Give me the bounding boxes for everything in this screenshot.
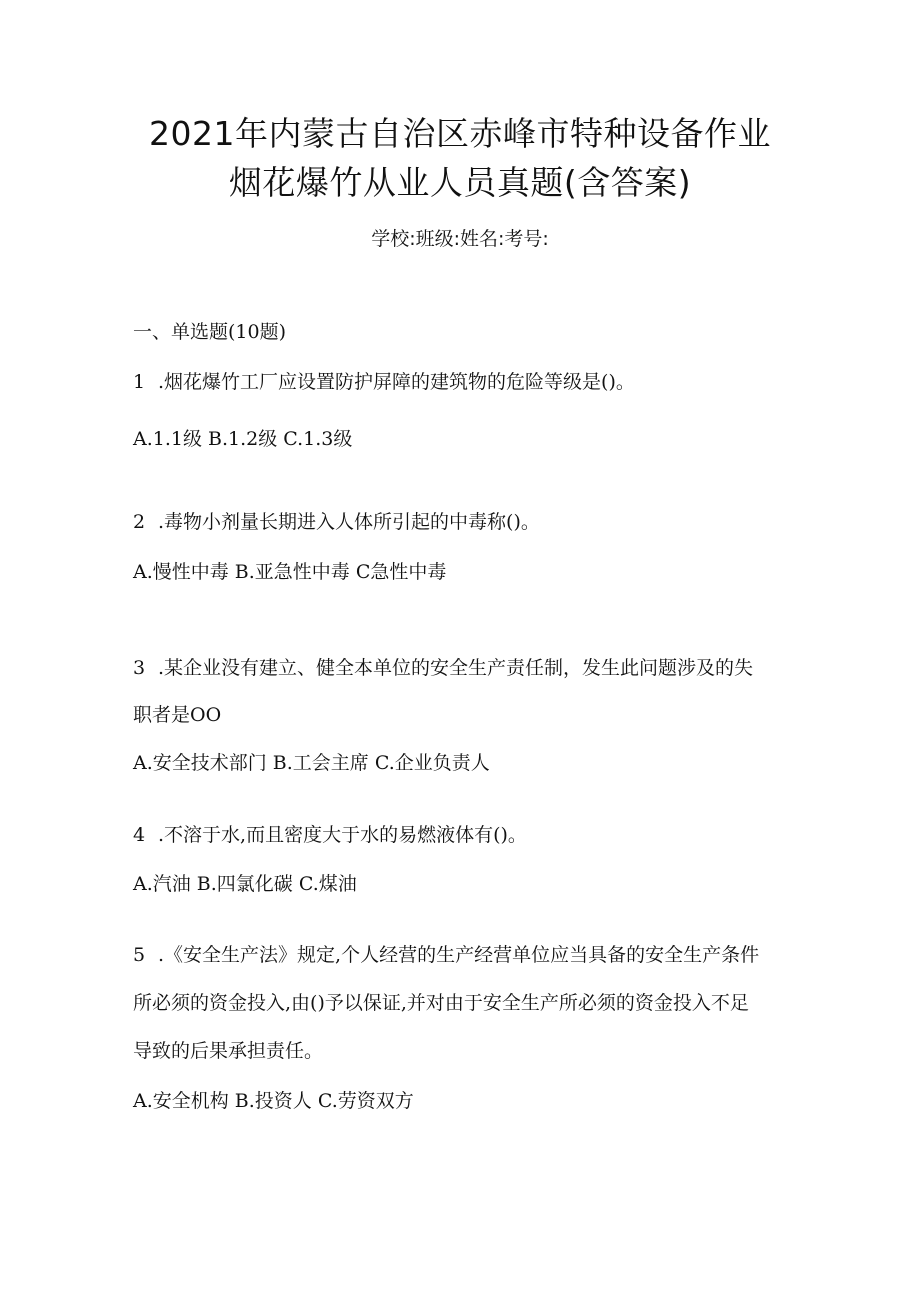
question-line: .某企业没有建立、健全本单位的安全生产责任制，发生此问题涉及的失 xyxy=(158,657,754,679)
question-1-options: A.1.1级 B.1.2级 C.1.3级 xyxy=(133,428,353,450)
question-number: 3 xyxy=(133,657,146,679)
question-number: 4 xyxy=(133,824,146,846)
question-line: .《安全生产法》规定,个人经营的生产经营单位应当具备的安全生产条件 xyxy=(158,944,760,966)
question-line: .毒物小剂量长期进入人体所引起的中毒称()。 xyxy=(158,511,540,533)
question-5-text-continued: 所必须的资金投入,由()予以保证,并对由于安全生产所必须的资金投入不足 xyxy=(133,992,749,1014)
question-4-options: A.汽油 B.四氯化碳 C.煤油 xyxy=(133,873,357,895)
question-2-text xyxy=(133,511,540,534)
student-info-line: 学校:班级:姓名:考号: xyxy=(371,228,549,250)
document-title-line-2: 烟花爆竹从业人员真题(含答案) xyxy=(228,163,692,202)
question-2-options: A.慢性中毒 B.亚急性中毒 C急性中毒 xyxy=(133,561,447,583)
question-number: 2 xyxy=(133,511,146,533)
question-3-options: A.安全技术部门 B.工会主席 C.企业负责人 xyxy=(133,752,490,774)
question-line: .不溶于水,而且密度大于水的易燃液体有()。 xyxy=(158,824,527,846)
question-3-text xyxy=(133,657,753,680)
question-number: 5 xyxy=(133,944,146,966)
question-4-text xyxy=(133,824,527,847)
question-number: 1 xyxy=(133,371,146,393)
question-5-text xyxy=(133,944,759,967)
section-heading: 一、单选题(10题) xyxy=(133,321,287,343)
document-title-line-1: 2021年内蒙古自治区赤峰市特种设备作业 xyxy=(149,114,771,153)
question-1-text xyxy=(133,371,635,394)
question-5-options: A.安全机构 B.投资人 C.劳资双方 xyxy=(133,1090,414,1112)
question-3-text-continued: 职者是OO xyxy=(133,704,222,726)
question-5-text-continued: 导致的后果承担责任。 xyxy=(133,1040,324,1062)
question-line: .烟花爆竹工厂应设置防护屏障的建筑物的危险等级是()。 xyxy=(158,371,635,393)
